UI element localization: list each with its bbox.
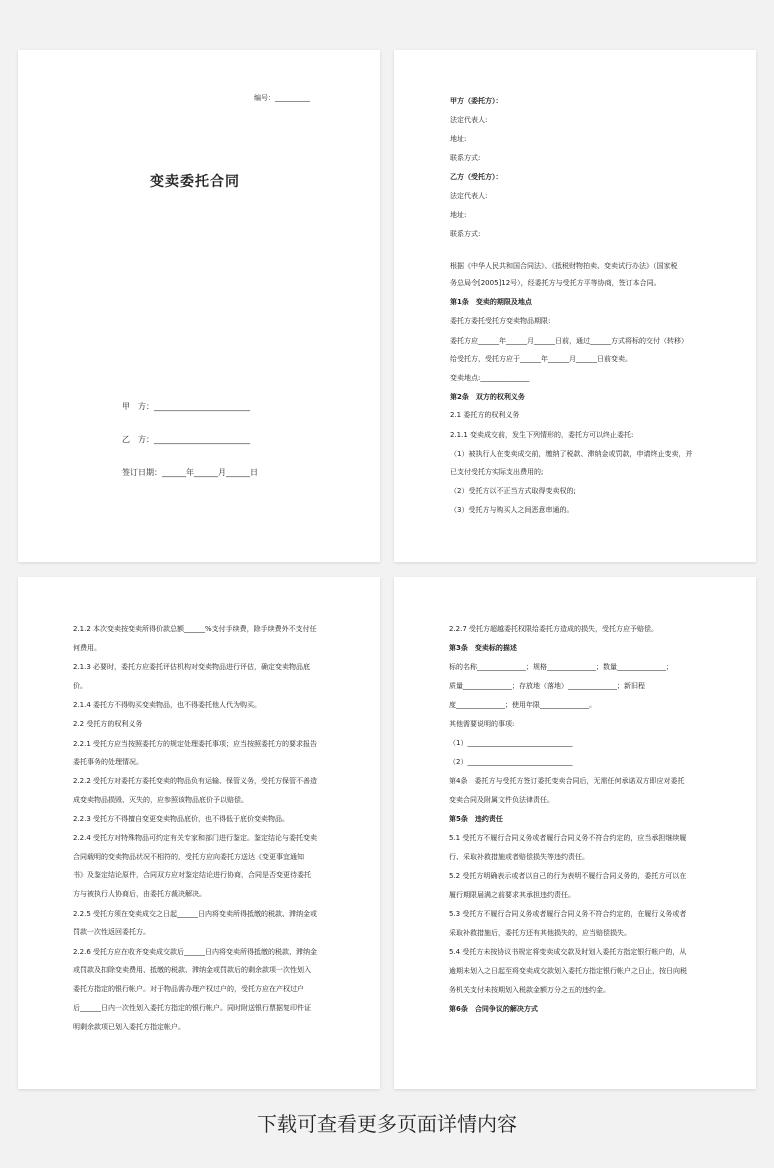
page3-line: 2.2.1 受托方应当按照委托方的规定处理委托事项；应当按照委托方的要求报告 [73,740,318,748]
page3-line: 方与被执行人协商后，由委托方裁决解决。 [73,890,206,898]
page2-line: 已支付受托方实际支出费用的; [450,468,544,476]
page3-line: 2.2.2 受托方对委托方委托变卖的物品负有运输、保管义务，受托方保管不善造 [73,777,318,785]
page3-line: 后______日内一次性划入委托方指定的银行帐户。同时附送银行票据复印件证 [73,1004,311,1012]
page3-line: 何费用。 [73,644,101,652]
page2-line: 联系方式: [450,230,481,238]
contract-title: 变卖委托合同 [150,174,240,190]
page4-line: 第4条 委托方与受托方签订委托变卖合同后，无需任何承诺双方即应对委托 [449,777,685,785]
page3-line: 合同载明的变卖物品状况不相符的，受托方应向委托方送达《变更事宜通知 [73,853,304,861]
page-2 [394,50,756,562]
page3-line: 委托事务的处理情况。 [73,758,143,766]
page3-line: 罚款一次性返回委托方。 [73,928,150,936]
page4-line: 采取补救措施后，委托方还有其他损失的，应当赔偿损失。 [449,929,631,937]
page4-line: （1）______________________________ [449,739,573,747]
page4-line: 5.2 受托方明确表示或者以自己的行为表明不履行合同义务的，委托方可以在 [449,872,687,880]
page2-line: （1）被执行人在变卖成交前，缴纳了税款、滞纳金或罚款，申请终止变卖，并 [450,450,693,458]
page4-line: 第5条 违约责任 [449,815,503,823]
page4-line: 逾期未划入之日起至将变卖成交款划入委托方指定银行帐户之日止，按日向税 [449,967,687,975]
page2-line: 乙方（受托方）： [450,173,503,181]
page2-line: 地址: [450,211,467,219]
page3-line: 2.2.3 受托方不得擅自变更变卖物品底价，也不得低于底价变卖物品。 [73,815,290,823]
page4-line: 5.4 受托方未按协议书规定将变卖成交款及时划入委托方指定银行帐户的，从 [449,948,687,956]
page2-line: （2）受托方以不正当方式取得变卖权的; [450,487,576,495]
page4-line: 第3条 变卖标的描述 [449,644,517,652]
page3-line: 书》及鉴定结论原件，合同双方应对鉴定结论进行协商，合同是否变更待委托 [73,871,311,879]
page3-line: 2.2 受托方的权利义务 [73,720,143,728]
page2-line: 委托方应______年______月______日前，通过______方式将标的交付（转移） [450,337,688,345]
page2-line: 法定代表人: [450,116,488,124]
page4-line: 2.2.7 受托方超越委托权限给委托方造成的损失，受托方应予赔偿。 [449,625,659,633]
page2-line: 2.1 委托方的权利义务 [450,411,520,419]
page3-line: 明剩余款项已划入委托方指定帐户。 [73,1023,185,1031]
page4-line: 5.3 受托方不履行合同义务或者履行合同义务不符合约定的，在履行义务或者 [449,910,687,918]
contract-number: 编号：__________ [254,94,310,102]
party-b-line: 乙 方：________________________ [122,435,250,444]
page2-line: 第2条 双方的权利义务 [450,393,525,401]
page4-line: 质量______________；存放地（落地）______________；新旧程 [449,682,645,690]
page2-line: 法定代表人: [450,192,488,200]
page2-line: 委托方委托受托方变卖物品期限: [450,317,551,325]
page-4 [394,577,756,1089]
page3-line: 2.2.5 受托方须在变卖成交之日起______日内将变卖所得抵缴的税款、滞纳金或 [73,910,318,918]
page2-line: 2.1.1 变卖成交前，发生下列情形的，委托方可以终止委托: [450,431,634,439]
party-a-line: 甲 方：________________________ [122,402,250,411]
page4-line: 度______________；使用年限______________。 [449,701,596,709]
page2-line: 务总局令[2005]12号），经委托方与受托方平等协商，签订本合同。 [450,279,661,287]
page2-line: 甲方（委托方）： [450,97,503,105]
page2-line: 联系方式: [450,154,481,162]
page2-line: 给受托方，受托方应于______年______月______日前变卖。 [450,355,632,363]
download-prompt[interactable]: 下载可查看更多页面详情内容 [257,1112,517,1136]
page4-line: 变卖合同及附属文件负法律责任。 [449,796,554,804]
page3-line: 2.2.4 受托方对特殊物品可约定有关专家和部门进行鉴定。鉴定结论与委托变卖 [73,834,318,842]
page3-line: 价。 [73,682,87,690]
page3-line: 2.1.3 必要时，委托方应委托评估机构对变卖物品进行评估，确定变卖物品底 [73,663,311,671]
page-3 [18,577,380,1089]
page2-line: 地址: [450,135,467,143]
page4-line: 履行期限届满之前要求其承担违约责任。 [449,891,575,899]
page2-line: （3）受托方与购买人之间恶意串通的。 [450,506,574,514]
page3-line: 或罚款及扣除变卖费用、抵缴的税款、滞纳金或罚款后的剩余款项一次性划入 [73,966,311,974]
page3-line: 委托方指定的银行帐户。对于物品需办理产权过户的，受托方应在产权过户 [73,985,304,993]
page4-line: 第6条 合同争议的解决方式 [449,1005,538,1013]
page3-line: 2.1.2 本次变卖按变卖所得价款总额______%支付手续费，除手续费外不支付任 [73,625,317,633]
page4-line: 务机关支付未按期划入税款金额万分之五的违约金。 [449,986,610,994]
page4-line: （2）______________________________ [449,758,573,766]
page3-line: 2.1.4 委托方不得购买变卖物品，也不得委托他人代为购买。 [73,701,262,709]
sign-date-line: 签订日期：______年______月______日 [122,468,258,477]
page4-line: 标的名称______________；规格______________；数量______________； [449,663,673,671]
page2-line: 第1条 变卖的期限及地点 [450,298,532,306]
page-1 [18,50,380,562]
page4-line: 行、采取补救措施或者赔偿损失等违约责任。 [449,853,589,861]
page4-line: 其他需要说明的事项: [449,720,515,728]
page2-line: 变卖地点:______________ [450,374,530,382]
page3-line: 2.2.6 受托方应在收齐变卖成交款后______日内将变卖所得抵缴的税款、滞纳金 [73,948,318,956]
page3-line: 成变卖物品损毁、灭失的，应参照该物品底价予以赔偿。 [73,796,248,804]
page4-line: 5.1 受托方不履行合同义务或者履行合同义务不符合约定的，应当承担继续履 [449,834,687,842]
page2-line: 根据《中华人民共和国合同法》、《抵税财物拍卖、变卖试行办法》（国家税 [450,262,678,270]
